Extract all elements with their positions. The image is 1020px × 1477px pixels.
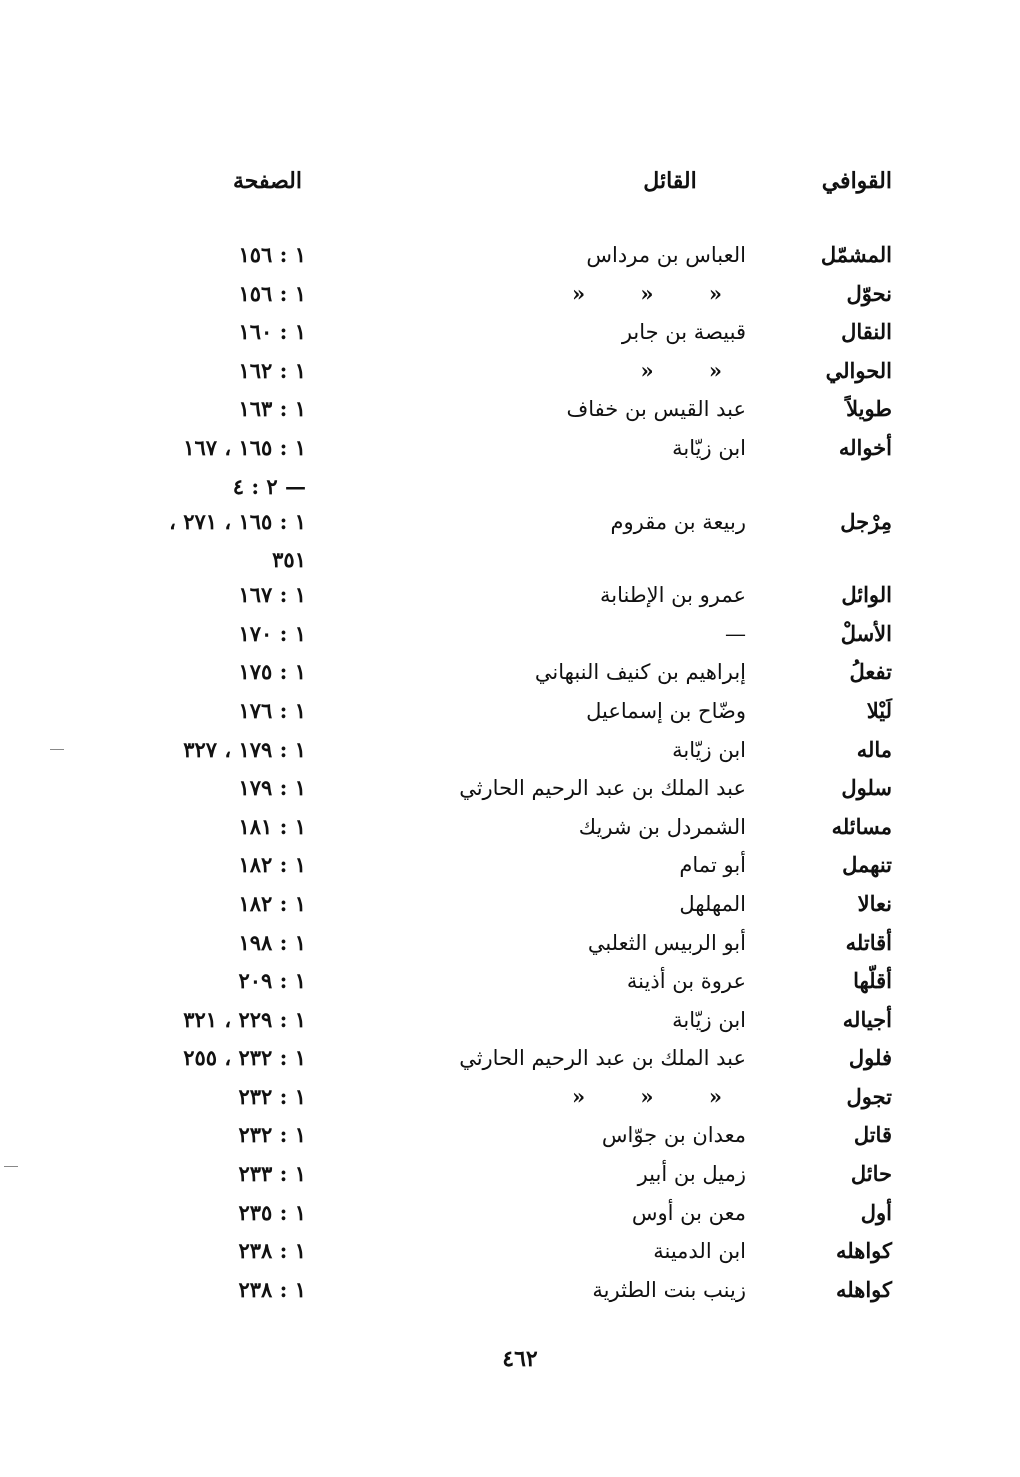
table-row bbox=[0, 1116, 1020, 1155]
table-row bbox=[0, 1001, 1020, 1040]
margin-mark bbox=[4, 1166, 18, 1167]
table-row bbox=[0, 692, 1020, 731]
page-ref-cell: ١ : ١٦٣ bbox=[238, 396, 306, 422]
speaker-cell: ابن زيّابة bbox=[672, 1007, 746, 1032]
page-ref-cell: ١ : ١٦٢ bbox=[238, 357, 306, 383]
speaker-cell: عبد القيس بن خفاف bbox=[566, 397, 746, 422]
speaker-cell: ربيعة بن مقروم bbox=[610, 509, 746, 534]
rhyme-cell: الوائل bbox=[841, 582, 892, 608]
speaker-cell: المهلهل bbox=[679, 891, 746, 916]
page-ref-cell: ١ : ١٦٧ bbox=[238, 582, 306, 608]
page-ref-cell: ١ : ٢٣٢ ، ٢٥٥ bbox=[183, 1045, 306, 1071]
speaker-cell: معن بن أوس bbox=[631, 1200, 746, 1225]
page-ref-cell: ١ : ١٧٩ ، ٣٢٧ bbox=[183, 736, 306, 762]
table-row bbox=[0, 1232, 1020, 1271]
rhyme-cell: مسائله bbox=[831, 813, 892, 839]
speaker-cell: زميل بن أبير bbox=[637, 1162, 746, 1187]
table-row bbox=[0, 769, 1020, 808]
table-row bbox=[0, 576, 1020, 615]
speaker-cell: ابن زيّابة bbox=[672, 435, 746, 460]
page-ref-cell: ١ : ١٦٥ ، ١٦٧ bbox=[183, 434, 306, 460]
rhyme-cell: قاتل bbox=[853, 1122, 892, 1148]
speaker-cell: « « « bbox=[572, 280, 746, 306]
rhyme-cell: حائل bbox=[850, 1161, 892, 1187]
rhyme-cell: ماله bbox=[856, 736, 892, 762]
rhyme-cell: أقاتله bbox=[845, 929, 892, 955]
rhyme-cell: مِرْجل bbox=[840, 508, 892, 534]
rhyme-cell: تفعلُ bbox=[849, 659, 892, 685]
page-ref-cell: ٣٥١ bbox=[272, 547, 306, 573]
speaker-cell: « « bbox=[640, 357, 746, 383]
page-ref-cell: ١ : ١٨١ bbox=[238, 813, 306, 839]
table-row bbox=[0, 429, 1020, 468]
speaker-cell: — bbox=[725, 621, 746, 646]
speaker-cell: عروة بن أذينة bbox=[626, 969, 746, 994]
table-row bbox=[0, 1078, 1020, 1117]
speaker-cell: الشمردل بن شريك bbox=[578, 814, 746, 839]
margin-mark bbox=[50, 749, 64, 750]
page-ref-cell: ١ : ٢٣٢ bbox=[238, 1122, 306, 1148]
header-page: الصفحة bbox=[232, 168, 302, 194]
speaker-cell: وضّاح بن إسماعيل bbox=[586, 698, 746, 723]
table-row bbox=[0, 962, 1020, 1001]
table-row bbox=[0, 1155, 1020, 1194]
table-row bbox=[0, 1194, 1020, 1233]
rhyme-cell: نعالا bbox=[857, 890, 892, 916]
speaker-cell: عبد الملك بن عبد الرحيم الحارثي bbox=[459, 1046, 746, 1071]
header-speaker: القائل bbox=[643, 168, 697, 194]
table-row bbox=[0, 313, 1020, 352]
table-row bbox=[0, 885, 1020, 924]
speaker-cell: أبو الربيس الثعلبي bbox=[587, 930, 746, 955]
speaker-cell: « « « bbox=[572, 1083, 746, 1109]
rhyme-cell: أقلّها bbox=[853, 968, 892, 994]
table-row bbox=[0, 275, 1020, 314]
rhyme-cell: النقال bbox=[841, 319, 892, 345]
speaker-cell: ابن الدمينة bbox=[653, 1239, 746, 1264]
table-row bbox=[0, 653, 1020, 692]
page-ref-cell: ١ : ١٥٦ bbox=[238, 242, 306, 267]
page-ref-cell: ١ : ٢٣٣ bbox=[238, 1161, 306, 1187]
page-ref-cell: ١ : ٢٢٩ ، ٣٢١ bbox=[183, 1006, 306, 1032]
speaker-cell: معدان بن جوّاس bbox=[601, 1123, 746, 1148]
table-row bbox=[0, 503, 1020, 542]
rhyme-cell: كواهله bbox=[836, 1276, 892, 1302]
rhyme-cell: الحوالي bbox=[825, 357, 892, 383]
page-ref-cell: ١ : ١٧٦ bbox=[238, 697, 306, 723]
rhyme-cell: فلول bbox=[848, 1045, 892, 1071]
table-row bbox=[0, 468, 1020, 503]
table-row bbox=[0, 808, 1020, 847]
page-ref-cell: ١ : ١٧٩ bbox=[238, 775, 306, 801]
rhyme-cell: الأسلْ bbox=[840, 620, 892, 646]
speaker-cell: العباس بن مرداس bbox=[586, 243, 746, 267]
table-row bbox=[0, 236, 1020, 275]
page-ref-cell: ١ : ١٩٨ bbox=[238, 929, 306, 955]
rhyme-cell: كواهله bbox=[836, 1238, 892, 1264]
table-row bbox=[0, 1271, 1020, 1310]
speaker-cell: زينب بنت الطثرية bbox=[592, 1277, 746, 1302]
page-ref-cell: ١ : ٢٣٨ bbox=[238, 1276, 306, 1302]
page-ref-cell: — ٢ : ٤ bbox=[232, 473, 306, 499]
table-row bbox=[0, 846, 1020, 885]
table-row bbox=[0, 352, 1020, 391]
speaker-cell: ابن زيّابة bbox=[672, 737, 746, 762]
rhyme-cell: تجول bbox=[846, 1083, 892, 1109]
table-row bbox=[0, 541, 1020, 576]
page-ref-cell: ١ : ١٦٥ ، ٢٧١ ، bbox=[169, 508, 306, 534]
rhyme-cell: سلول bbox=[841, 775, 892, 801]
page-ref-cell: ١ : ١٥٦ bbox=[238, 280, 306, 306]
table-row bbox=[0, 390, 1020, 429]
speaker-cell: عبد الملك بن عبد الرحيم الحارثي bbox=[459, 776, 746, 801]
speaker-cell: عمرو بن الإطنابة bbox=[600, 583, 746, 608]
page-ref-cell: ١ : ١٨٢ bbox=[238, 852, 306, 878]
page-ref-cell: ١ : ١٦٠ bbox=[238, 319, 306, 345]
rhyme-cell: طويلاً bbox=[846, 396, 892, 422]
page-number: ٤٦٢ bbox=[502, 1346, 538, 1372]
page-ref-cell: ١ : ١٧٥ bbox=[238, 659, 306, 685]
page-ref-cell: ١ : ١٧٠ bbox=[238, 620, 306, 646]
rhyme-cell: أول bbox=[860, 1199, 892, 1225]
table-row bbox=[0, 1039, 1020, 1078]
rhyme-cell: تنهمل bbox=[842, 852, 892, 878]
table-row bbox=[0, 924, 1020, 963]
speaker-cell: إبراهيم بن كنيف النبهاني bbox=[534, 660, 746, 685]
page-ref-cell: ١ : ٢٣٨ bbox=[238, 1238, 306, 1264]
speaker-cell: أبو تمام bbox=[679, 853, 746, 878]
page-ref-cell: ١ : ٢٣٥ bbox=[238, 1199, 306, 1225]
index-table bbox=[0, 236, 1020, 1309]
rhyme-cell: نحوّل bbox=[846, 280, 892, 306]
rhyme-cell: المشمّل bbox=[820, 242, 892, 267]
speaker-cell: قبيصة بن جابر bbox=[621, 320, 746, 345]
table-row bbox=[0, 731, 1020, 770]
page-ref-cell: ١ : ٢٠٩ bbox=[238, 968, 306, 994]
page-ref-cell: ١ : ١٨٢ bbox=[238, 890, 306, 916]
header-rhymes: القوافي bbox=[821, 168, 892, 194]
rhyme-cell: لَيْلا bbox=[866, 697, 892, 723]
rhyme-cell: أجياله bbox=[842, 1006, 892, 1032]
page-ref-cell: ١ : ٢٣٢ bbox=[238, 1083, 306, 1109]
table-row bbox=[0, 615, 1020, 654]
rhyme-cell: أخواله bbox=[838, 434, 892, 460]
